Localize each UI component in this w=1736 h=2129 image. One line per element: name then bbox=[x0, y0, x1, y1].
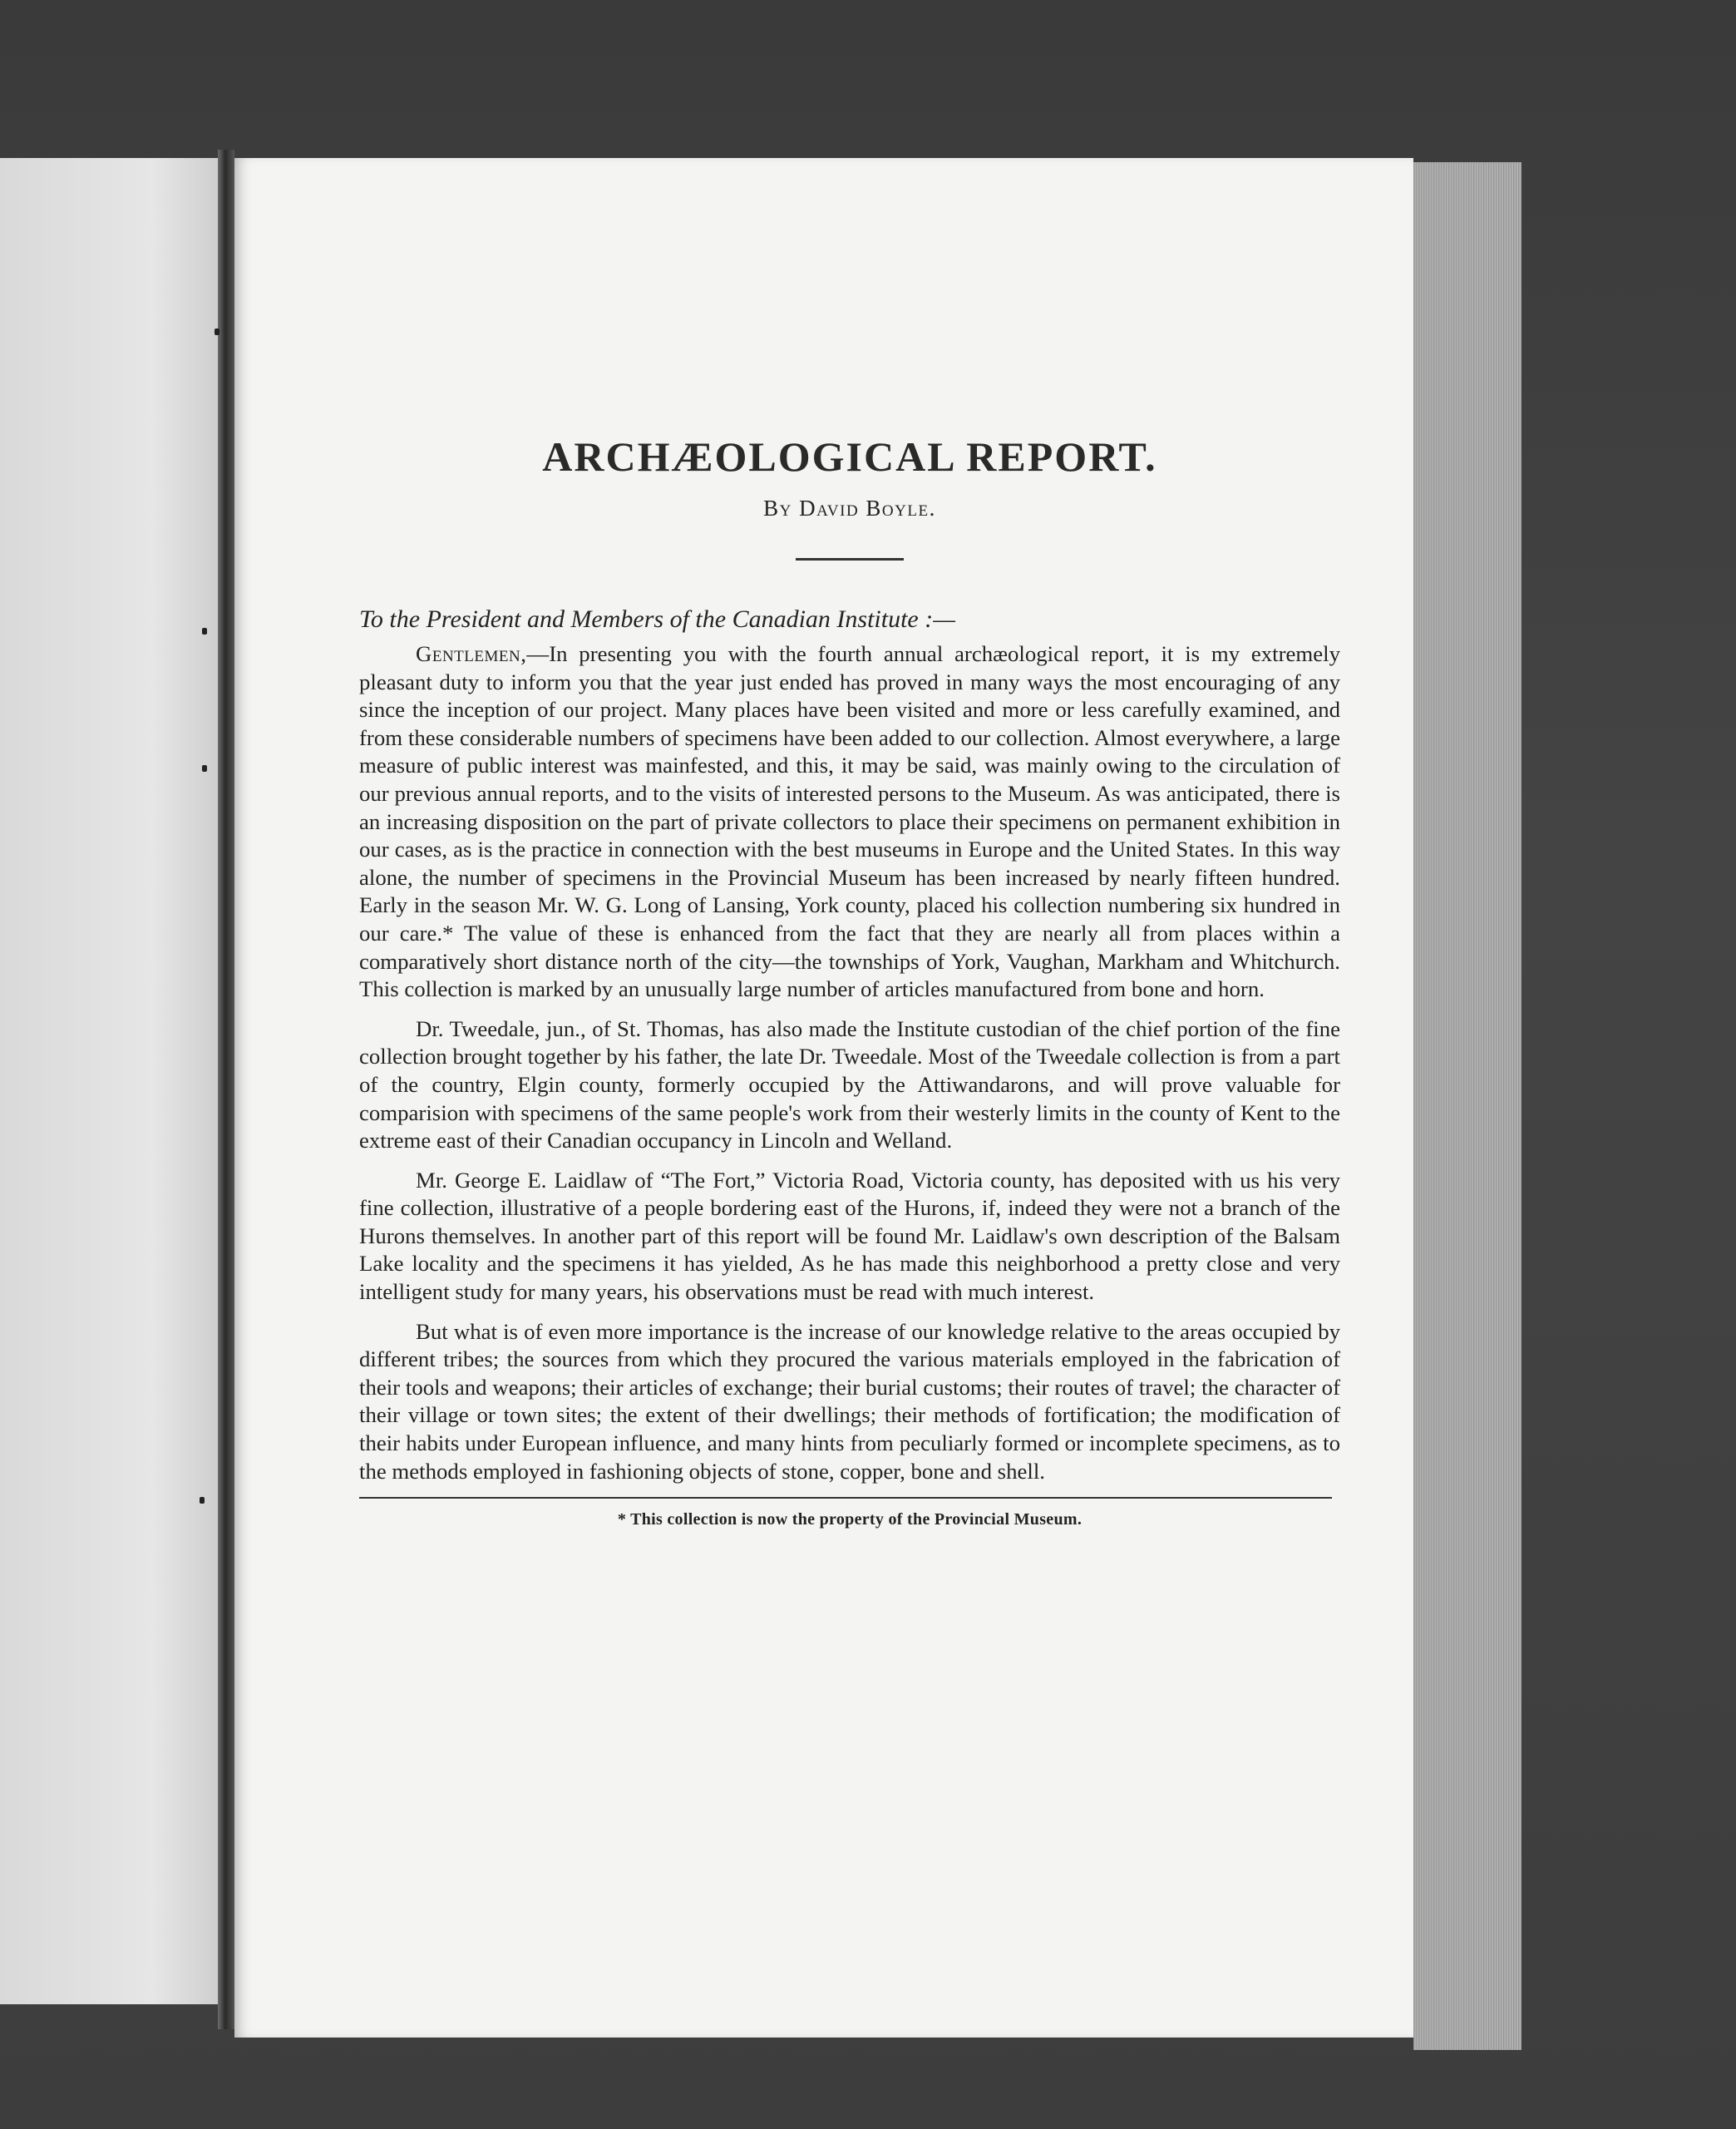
margin-speck bbox=[215, 328, 219, 335]
report-body bbox=[359, 640, 1340, 1485]
book-gutter bbox=[218, 150, 234, 2029]
salutation: To the President and Members of the Canadian Institute :— bbox=[359, 605, 955, 633]
report-title: ARCHÆOLOGICAL REPORT. bbox=[542, 433, 1157, 480]
paragraph-4: But what is of even more importance is the increase of our knowledge relative to the areas occupied by different tribes; the sources from which they procured the various materials employed in the fabrication of their tools and weapons; their articles of exchange; their burial customs; their routes of travel; the character of their village or town sites; the extent of their dwellings; their methods of fortification; the modification of their habits under European influence, and many hints from peculiarly formed or incomplete specimens, as to the methods employed in fashioning objects of stone, copper, bone and shell. bbox=[359, 1318, 1340, 1484]
margin-speck bbox=[200, 1497, 205, 1504]
left-facing-page bbox=[0, 158, 218, 2004]
margin-speck bbox=[202, 765, 207, 772]
paragraph-2: Dr. Tweedale, jun., of St. Thomas, has also made the Institute custodian of the chief portion of the fine collection brought together by his father, the late Dr. Tweedale. Most of the Tweedale collection is from a part of the country, Elgin county, formerly occupied by the Attiwandarons, and will prove valuable for comparision with specimens of the same people's work from their westerly limits in the county of Kent to the extreme east of their Canadian occupancy in Lincoln and Welland. bbox=[359, 1015, 1340, 1153]
margin-speck bbox=[202, 628, 207, 635]
paragraph-3: Mr. George E. Laidlaw of “The Fort,” Victoria Road, Victoria county, has deposited with us his very fine collection, illustrative of a people bordering east of the Hurons, if, indeed they were not a branch of the Hurons themselves. In another part of this report will be found Mr. Laidlaw's own description of the Balsam Lake locality and the specimens it has yielded, As he has made this neighborhood a pretty close and very intelligent study for many years, his observations must be read with much interest. bbox=[359, 1167, 1340, 1305]
paragraph-1 bbox=[359, 640, 1340, 1004]
footnote: * This collection is now the property of the Provincial Museum. bbox=[617, 1510, 1083, 1529]
footnote-divider bbox=[359, 1497, 1332, 1499]
paragraph-1-text: —In presenting you with the fourth annual archæological report, it is my extremely pleasant duty to inform you that the year just ended has proved in many ways the most encouraging of any since the inception of our project. Many places have been visited and more or less carefully examined, and from these considerable numbers of specimens have been added to our collection. Almost everywhere, a large measure of public interest was mainfested, and this, it may be said, was mainly owing to the circulation of our previous annual reports, and to the visits of interested persons to the Museum. As was anticipated, there is an increasing disposition on the part of private collectors to place their specimens on permanent exhibition in our cases, as is the practice in connection with the best museums in Europe and the United States. In this way alone, the number of specimens in the Provincial Museum has been increased by nearly fifteen hundred. Early in the season Mr. W. G. Long of Lansing, York county, placed his collection numbering six hundred in our care.* The value of these is enhanced from the fact that they are nearly all from places within a comparatively short distance north of the city—the townships of York, Vaughan, Markham and Whitchurch. This collection is marked by an unusually large number of articles manufactured from bone and horn. bbox=[359, 641, 1340, 1002]
author-byline: By David Boyle. bbox=[763, 496, 936, 521]
page-content bbox=[359, 432, 1340, 1529]
title-divider bbox=[796, 558, 904, 561]
paragraph-lead-word: Gentlemen, bbox=[416, 641, 527, 666]
report-page bbox=[234, 158, 1413, 2038]
page-fore-edge bbox=[1413, 162, 1521, 2050]
